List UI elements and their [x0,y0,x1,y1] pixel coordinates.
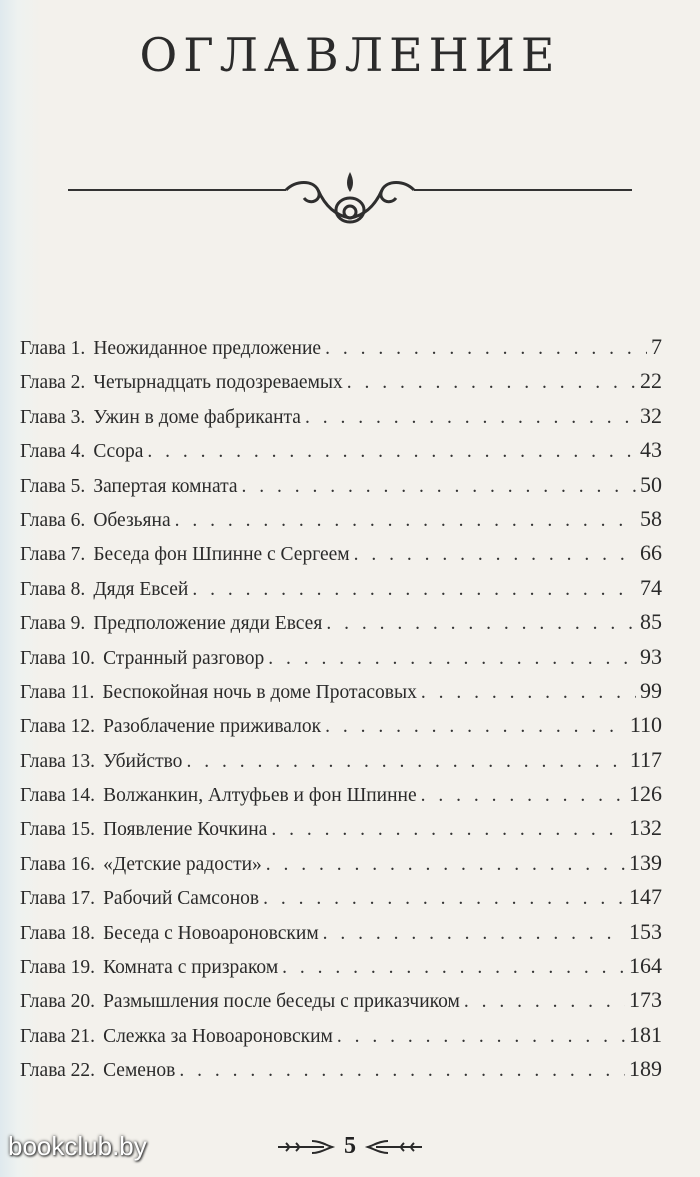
toc-entry[interactable] [20,506,662,540]
folio-number: 5 [344,1133,356,1159]
chapter-title: Беседа фон Шпинне с Сергеем [93,544,350,566]
chapter-number: Глава 6. [20,509,86,531]
dot-leader [305,407,636,429]
chapter-number: Глава 19. [20,957,96,979]
chapter-number: Глава 14. [20,785,96,807]
dot-leader [179,1060,625,1082]
page-number: 181 [629,1021,662,1047]
chapter-title: Рабочий Самсонов [103,888,260,910]
chapter-number: Глава 12. [20,716,96,738]
page-number: 139 [629,849,662,875]
toc-entry[interactable] [20,747,662,781]
chapter-number: Глава 4. [20,441,86,463]
chapter-title: Неожиданное предложение [93,338,322,359]
toc-entry[interactable] [20,540,662,574]
dot-leader [192,579,636,601]
chapter-title: Убийство [103,750,183,772]
chapter-title: Запертая комната [93,475,238,497]
toc-entry[interactable] [20,815,662,849]
toc-entry[interactable] [20,1056,662,1090]
page-number: 32 [640,402,662,428]
dot-leader [266,854,625,876]
dot-leader [271,819,625,841]
dot-leader [347,372,636,394]
page-number: 7 [651,334,662,359]
chapter-title: Беспокойная ночь в доме Протасовых [102,681,417,703]
page-number: 110 [629,712,662,738]
chapter-number: Глава 7. [20,544,86,566]
chapter-number: Глава 11. [20,681,95,703]
chapter-title: Семенов [103,1060,176,1082]
dot-leader [242,476,636,498]
toc-entry[interactable] [20,850,662,884]
chapter-title: Предположение дяди Евсея [93,613,323,635]
dot-leader [147,441,636,463]
chapter-title: Разоблачение приживалок [103,716,322,738]
chapter-title: Странный разговор [103,647,265,669]
chapter-number: Глава 5. [20,475,86,497]
page-number: 164 [629,953,662,979]
chapter-title: Ссора [93,441,144,463]
chapter-number: Глава 18. [20,922,96,944]
page-number: 147 [629,884,662,910]
page-number: 22 [640,368,662,394]
page-number: 126 [629,781,662,807]
dot-leader [268,648,636,670]
toc-entry[interactable] [20,781,662,815]
chapter-number: Глава 9. [20,613,86,635]
page-number: 50 [640,471,662,497]
page-number: 153 [629,918,662,944]
page-number: 93 [640,643,662,669]
toc-entry[interactable] [20,1022,662,1056]
toc-entry[interactable] [20,678,662,712]
chapter-title: «Детские радости» [103,853,262,875]
dot-leader [421,785,625,807]
page-title: ОГЛАВЛЕНИЕ [139,28,561,82]
chapter-number: Глава 22. [20,1060,96,1082]
toc-entry[interactable] [20,609,662,643]
toc-entry[interactable] [20,472,662,506]
toc-entry[interactable] [20,919,662,953]
dot-leader [325,716,626,738]
chapter-title: Размышления после беседы с приказчиком [103,991,460,1013]
chapter-number: Глава 2. [20,372,86,394]
chapter-title: Волжанкин, Алтуфьев и фон Шпинне [103,785,417,807]
chapter-number: Глава 15. [20,819,96,841]
toc-entry[interactable] [20,403,662,437]
ornament-divider [68,168,632,238]
chapter-title: Появление Кочкина [103,819,268,841]
toc-entry[interactable] [20,437,662,471]
page-number: 189 [629,1056,662,1082]
dot-leader [464,991,625,1013]
page-number: 99 [640,677,662,703]
chapter-number: Глава 16. [20,853,96,875]
dot-leader [354,544,636,566]
page-number: 66 [640,540,662,566]
chapter-number: Глава 10. [20,647,96,669]
chapter-number: Глава 17. [20,888,96,910]
chapter-number: Глава 1. [20,338,86,359]
dot-leader [263,888,625,910]
chapter-title: Слежка за Новоароновским [103,1025,333,1047]
dot-leader [337,1026,625,1048]
toc-entry[interactable] [20,644,662,678]
toc-entry[interactable] [20,953,662,987]
dot-leader [421,682,636,704]
chapter-title: Дядя Евсей [93,578,189,600]
page-number: 132 [629,815,662,841]
toc-entry[interactable] [20,987,662,1021]
toc-entry[interactable] [20,712,662,746]
chapter-title: Ужин в доме фабриканта [93,406,301,428]
dot-leader [186,751,625,773]
chapter-title: Комната с призраком [103,957,279,979]
flourish-right-icon [364,1137,424,1157]
dot-leader [326,613,636,635]
dot-leader [175,510,636,532]
page-number: 85 [640,609,662,635]
chapter-title: Беседа с Новоароновским [103,922,319,944]
chapter-title: Четырнадцать подозреваемых [93,372,343,394]
chapter-number: Глава 21. [20,1025,96,1047]
toc-entry[interactable] [20,884,662,918]
dot-leader [323,923,625,945]
chapter-number: Глава 8. [20,578,86,600]
flourish-left-icon [276,1137,336,1157]
page-number: 43 [640,437,662,463]
toc-entry[interactable] [20,368,662,402]
dot-leader [282,957,625,979]
page-number: 173 [629,987,662,1013]
chapter-title: Обезьяна [93,509,171,531]
watermark: bookclub.by [8,1131,147,1161]
chapter-number: Глава 13. [20,750,96,772]
page-number: 74 [640,574,662,600]
chapter-number: Глава 20. [20,991,96,1013]
page-number: 58 [640,505,662,531]
dot-leader [325,338,647,360]
chapter-number: Глава 3. [20,406,86,428]
toc-entry[interactable] [20,575,662,609]
table-of-contents [20,334,662,1091]
page-number: 117 [629,746,662,772]
toc-entry[interactable] [20,334,662,368]
